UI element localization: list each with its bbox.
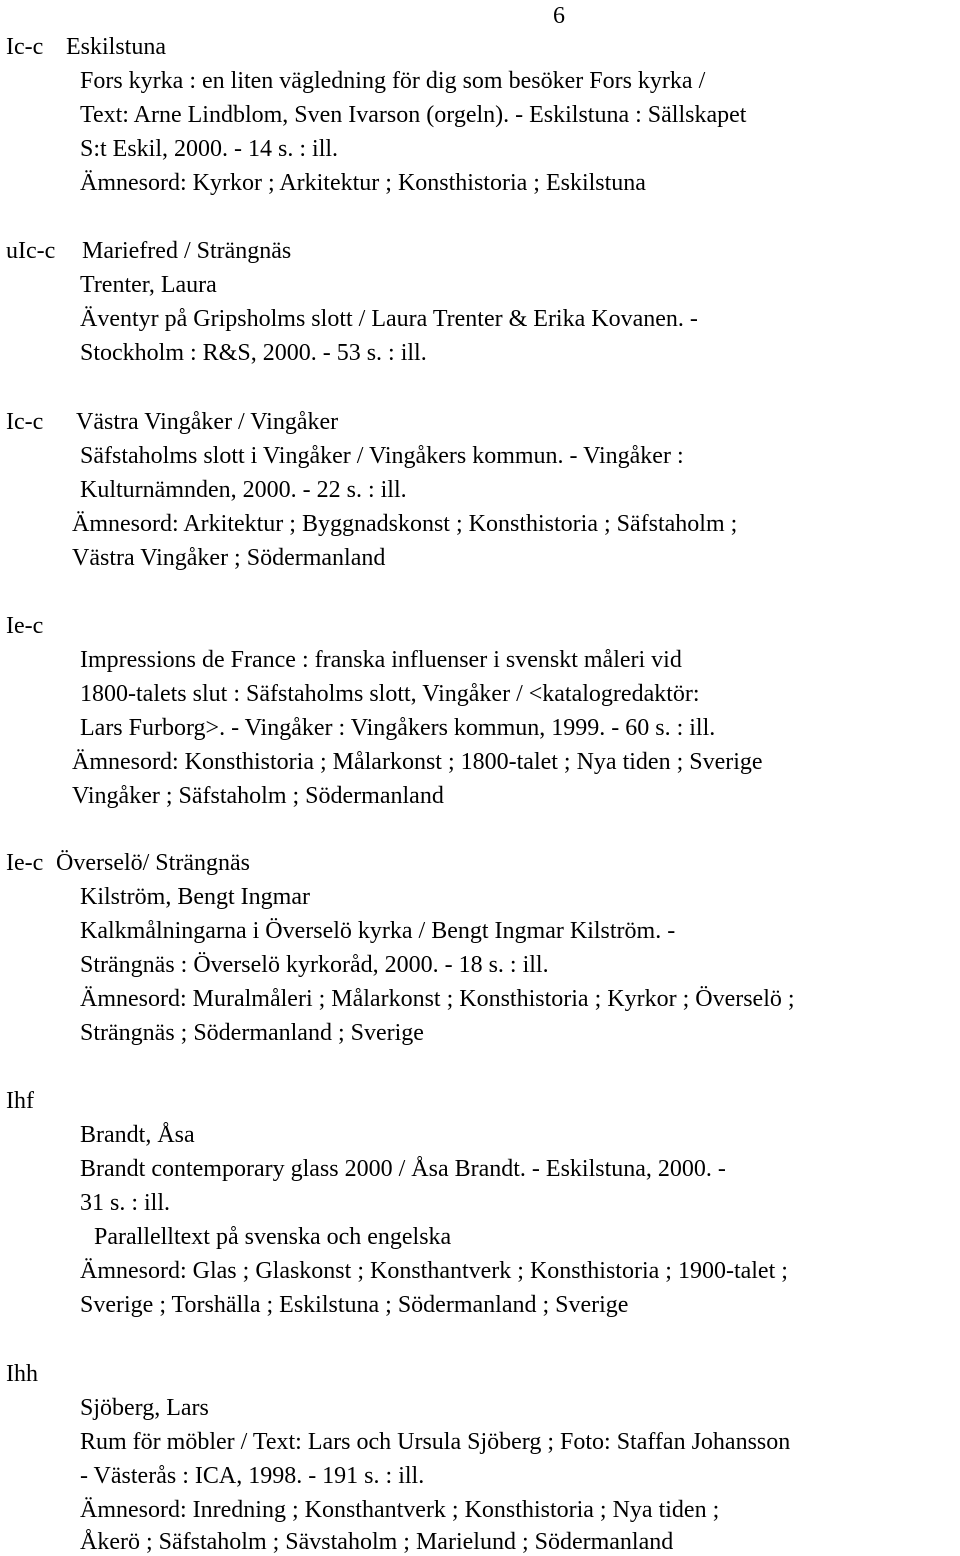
entry-subject-line: Strängnäs ; Södermanland ; Sverige (80, 1020, 424, 1046)
entry-line: 31 s. : ill. (80, 1190, 171, 1216)
entry-line: S:t Eskil, 2000. - 14 s. : ill. (80, 136, 339, 162)
entry-subject-line: Ämnesord: Muralmåleri ; Målarkonst ; Konsthistoria ; Kyrkor ; Överselö ; (80, 986, 795, 1012)
entry-line: Kalkmålningarna i Överselö kyrka / Bengt Ingmar Kilström. - (80, 918, 676, 944)
entry-location: Eskilstuna (66, 34, 166, 60)
page-number: 6 (553, 3, 565, 29)
entry-subject-line: Ämnesord: Arkitektur ; Byggnadskonst ; Konsthistoria ; Säfstaholm ; (72, 511, 738, 537)
entry-line: - Västerås : ICA, 1998. - 191 s. : ill. (80, 1463, 425, 1489)
entry-line: 1800-talets slut : Säfstaholms slott, Vingåker / <katalogredaktör: (80, 681, 700, 707)
entry-code: Ic-c (6, 409, 44, 435)
entry-line: Strängnäs : Överselö kyrkoråd, 2000. - 18 s. : ill. (80, 952, 549, 978)
entry-code: Ihh (6, 1361, 38, 1387)
entry-note-line: Parallelltext på svenska och engelska (94, 1224, 452, 1250)
entry-location: Överselö/ Strängnäs (56, 850, 250, 876)
entry-subject-line: Ämnesord: Inredning ; Konsthantverk ; Konsthistoria ; Nya tiden ; (80, 1497, 720, 1523)
entry-line: Brandt, Åsa (80, 1122, 195, 1148)
entry-subject-line: Vingåker ; Säfstaholm ; Södermanland (72, 783, 444, 809)
entry-code: Ie-c (6, 613, 44, 639)
entry-line: Sjöberg, Lars (80, 1395, 209, 1421)
entry-code: Ic-c (6, 34, 44, 60)
entry-line: Kulturnämnden, 2000. - 22 s. : ill. (80, 477, 407, 503)
entry-line: Stockholm : R&S, 2000. - 53 s. : ill. (80, 340, 427, 366)
entry-line: Impressions de France : franska influenser i svenskt måleri vid (80, 647, 682, 673)
entry-line: Lars Furborg>. - Vingåker : Vingåkers kommun, 1999. - 60 s. : ill. (80, 715, 716, 741)
entry-line: Fors kyrka : en liten vägledning för dig som besöker Fors kyrka / (80, 68, 706, 94)
entry-line: Rum för möbler / Text: Lars och Ursula Sjöberg ; Foto: Staffan Johansson (80, 1429, 791, 1455)
entry-subject-line: Ämnesord: Konsthistoria ; Målarkonst ; 1800-talet ; Nya tiden ; Sverige (72, 749, 763, 775)
entry-line: Brandt contemporary glass 2000 / Åsa Brandt. - Eskilstuna, 2000. - (80, 1156, 726, 1182)
entry-subject-line: Ämnesord: Glas ; Glaskonst ; Konsthantverk ; Konsthistoria ; 1900-talet ; (80, 1258, 788, 1284)
entry-line: Trenter, Laura (80, 272, 217, 298)
entry-location: Mariefred / Strängnäs (82, 238, 292, 264)
entry-code: Ie-c (6, 850, 44, 876)
entry-subject-line: Ämnesord: Kyrkor ; Arkitektur ; Konsthistoria ; Eskilstuna (80, 170, 646, 196)
entry-subject-line: Västra Vingåker ; Södermanland (72, 545, 386, 571)
entry-code: Ihf (6, 1088, 34, 1114)
entry-line: Säfstaholms slott i Vingåker / Vingåkers kommun. - Vingåker : (80, 443, 684, 469)
entry-location: Västra Vingåker / Vingåker (76, 409, 339, 435)
entry-subject-line: Åkerö ; Säfstaholm ; Sävstaholm ; Marielund ; Södermanland (80, 1529, 674, 1555)
entry-code: uIc-c (6, 238, 56, 264)
entry-line: Kilström, Bengt Ingmar (80, 884, 310, 910)
entry-subject-line: Sverige ; Torshälla ; Eskilstuna ; Södermanland ; Sverige (80, 1292, 629, 1318)
entry-line: Äventyr på Gripsholms slott / Laura Trenter & Erika Kovanen. - (80, 306, 698, 332)
entry-line: Text: Arne Lindblom, Sven Ivarson (orgeln). - Eskilstuna : Sällskapet (80, 102, 747, 128)
